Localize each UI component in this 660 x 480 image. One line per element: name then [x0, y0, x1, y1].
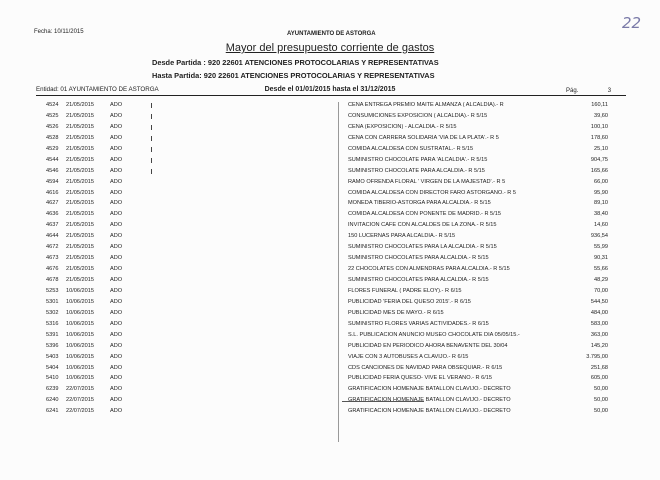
entry-description: GRATIFICACION HOMENAJE BATALLON CLAVIJO.- DECRETO: [348, 386, 511, 393]
entry-number: 4672: [46, 244, 59, 251]
entry-description: CENA ENTREGA PREMIO MAITE ALMANZA ( ALCALDIA).- R: [348, 102, 504, 108]
table-row: [0, 124, 660, 135]
entry-date: 22/07/2015: [66, 386, 94, 393]
table-row: [0, 135, 660, 146]
entry-amount: 583,00: [590, 320, 608, 327]
entry-amount: 39,60: [594, 112, 608, 119]
table-row: [0, 277, 660, 288]
page-indicator: [566, 88, 611, 94]
entry-number: 4637: [46, 222, 59, 229]
table-row: [0, 190, 660, 201]
table-row: [0, 310, 660, 321]
entry-date: 21/05/2015: [66, 145, 94, 152]
entry-description: SUMINISTRO CHOCOLATE PARA ALCALDIA.- R 5/15: [348, 167, 485, 174]
entry-description: COMIDA ALCALDESA CON SUSTRATAL.- R 5/15: [348, 145, 474, 152]
entry-number: 4636: [46, 211, 59, 218]
table-row: [0, 200, 660, 211]
entry-description: CENA (EXPOSICION) - ALCALDIA.- R 5/15: [348, 123, 457, 130]
table-row: [0, 113, 660, 124]
entry-amount: 3.795,00: [586, 353, 608, 360]
entry-date: 10/06/2015: [66, 342, 94, 349]
entry-type: ADO: [110, 255, 123, 262]
entry-date: 21/05/2015: [66, 211, 94, 218]
entry-type: ADO: [110, 266, 123, 273]
table-row: [0, 211, 660, 222]
entry-description: INVITACION CAFE CON ALCALDES DE LA ZONA.- R 5/15: [348, 222, 497, 229]
scan-tick-mark: [151, 169, 152, 174]
entry-amount: 251,68: [590, 364, 608, 371]
entry-description: GRATIFICACION HOMENAJE BATALLON CLAVIJO.- DECRETO: [348, 397, 511, 404]
entry-description: CDS CANCIONES DE NAVIDAD PARA OBSEQUIAR.- R 6/15: [348, 364, 503, 371]
entry-description: PUBLICIDAD EN PERIODICO AHORA BENAVENTE DEL 30/04: [348, 342, 508, 349]
table-row: [0, 233, 660, 244]
entry-number: 5316: [46, 320, 59, 327]
entry-description: COMIDA ALCALDESA CON PONENTE DE MADRID.- R 5/15: [348, 211, 501, 218]
table-row: [0, 365, 660, 376]
table-row: [0, 179, 660, 190]
entry-amount: 50,00: [594, 386, 608, 393]
entry-type: ADO: [110, 309, 123, 316]
entry-description: SUMINISTRO FLORES VARIAS ACTIVIDADES.- R 6/15: [348, 320, 489, 327]
entry-description: 22 CHOCOLATES CON ALMENDRAS PARA ALCALDIA.- R 5/15: [348, 266, 510, 273]
entry-date: 21/05/2015: [66, 233, 94, 240]
entry-date: 21/05/2015: [66, 156, 94, 163]
entry-number: 4544: [46, 156, 59, 163]
table-row: [0, 386, 660, 397]
entry-number: 6240: [46, 397, 59, 404]
entry-date: 10/06/2015: [66, 364, 94, 371]
entry-date: 10/06/2015: [66, 298, 94, 305]
entry-amount: 95,90: [594, 189, 608, 196]
entry-date: 10/06/2015: [66, 375, 94, 382]
organization-name: AYUNTAMIENTO DE ASTORGA: [287, 31, 376, 37]
entry-date: 21/05/2015: [66, 134, 94, 141]
entry-amount: 605,00: [590, 375, 608, 382]
entry-description: SUMINISTRO CHOCOLATES PARA LA ALCALDIA.- R 5/15: [348, 244, 497, 251]
table-row: [0, 299, 660, 310]
entry-amount: 165,66: [590, 167, 608, 174]
entry-type: ADO: [110, 364, 123, 371]
entry-type: ADO: [110, 244, 123, 251]
entry-amount: 145,20: [590, 342, 608, 349]
handwritten-page-number: 22: [622, 14, 642, 32]
entidad: Entidad: 01 AYUNTAMIENTO DE ASTORGA: [36, 86, 159, 93]
entry-type: ADO: [110, 178, 123, 185]
entry-date: 21/05/2015: [66, 102, 94, 108]
pag-label: Pág.: [566, 88, 579, 94]
table-row: [0, 354, 660, 365]
entry-date: 10/06/2015: [66, 353, 94, 360]
entry-date: 21/05/2015: [66, 244, 94, 251]
entry-number: 5302: [46, 309, 59, 316]
entry-description: COMIDA ALCALDESA CON DIRECTOR FARO ASTORGANO.- R 5: [348, 189, 516, 196]
entry-type: ADO: [110, 298, 123, 305]
entry-type: ADO: [110, 233, 123, 240]
entry-type: ADO: [110, 167, 123, 174]
entry-type: ADO: [110, 320, 123, 327]
entry-number: 4546: [46, 167, 59, 174]
table-row: [0, 288, 660, 299]
entry-date: 21/05/2015: [66, 255, 94, 262]
entry-amount: 50,00: [594, 408, 608, 415]
entry-description: SUMINISTRO CHOCOLATES PARA ALCALDIA.- R 5/15: [348, 255, 489, 262]
scan-tick-mark: [151, 147, 152, 152]
entry-description: MONEDA TIBERIO-ASTORGA PARA ALCALDIA.- R 5/15: [348, 200, 491, 207]
ledger-table: [0, 102, 660, 419]
entry-number: 4644: [46, 233, 59, 240]
entry-date: 22/07/2015: [66, 408, 94, 415]
entry-description: PUBLICIDAD MES DE MAYO.- R 6/15: [348, 309, 444, 316]
entry-date: 22/07/2015: [66, 397, 94, 404]
entry-number: 4526: [46, 123, 59, 130]
entry-type: ADO: [110, 277, 123, 283]
hasta-partida: Hasta Partida: 920 22601 ATENCIONES PROTOCOLARIAS Y REPRESENTATIVAS: [152, 71, 435, 80]
entry-date: 21/05/2015: [66, 178, 94, 185]
entry-amount: 48,29: [594, 277, 608, 283]
entry-description: RAMO OFRENDA FLORAL ' VIRGEN DE LA MAJESTAD'.- R 5: [348, 178, 506, 185]
entry-description: S.L. PUBLICACION ANUNCIO MUSEO CHOCOLATE DIA 05/05/15.-: [348, 331, 520, 338]
entry-type: ADO: [110, 189, 123, 196]
entry-type: ADO: [110, 375, 123, 382]
table-row: [0, 168, 660, 179]
entry-description: GRATIFICACION HOMENAJE BATALLON CLAVIJO.- DECRETO: [348, 408, 511, 415]
entry-type: ADO: [110, 211, 123, 218]
entry-date: 21/05/2015: [66, 167, 94, 174]
entry-type: ADO: [110, 200, 123, 207]
table-row: [0, 375, 660, 386]
scan-tick-mark: [151, 136, 152, 141]
entry-number: 4627: [46, 200, 59, 207]
table-row: [0, 244, 660, 255]
entry-number: 4678: [46, 277, 59, 283]
entry-description: 150 LUCERNAS PARA ALCALDIA.- R 5/15: [348, 233, 456, 240]
entry-type: ADO: [110, 331, 123, 338]
entry-type: ADO: [110, 156, 123, 163]
entry-number: 5404: [46, 364, 59, 371]
entry-date: 10/06/2015: [66, 331, 94, 338]
entry-date: 21/05/2015: [66, 266, 94, 273]
entry-amount: 14,60: [594, 222, 608, 229]
entry-date: 21/05/2015: [66, 123, 94, 130]
entry-type: ADO: [110, 112, 123, 119]
entry-number: 4676: [46, 266, 59, 273]
table-row: [0, 102, 660, 113]
entry-amount: 25,10: [594, 145, 608, 152]
entry-amount: 936,54: [590, 233, 608, 240]
scan-tick-mark: [151, 158, 152, 163]
entry-amount: 50,00: [594, 397, 608, 404]
entry-number: 4528: [46, 134, 59, 141]
entry-type: ADO: [110, 397, 123, 404]
entry-date: 21/05/2015: [66, 200, 94, 207]
entry-amount: 160,11: [591, 102, 608, 108]
entry-number: 4616: [46, 189, 59, 196]
scan-tick-mark: [151, 103, 152, 108]
table-row: [0, 408, 660, 419]
entry-type: ADO: [110, 386, 123, 393]
entry-number: 6239: [46, 386, 59, 393]
entry-description: SUMINISTRO CHOCOLATE PARA 'ALCALDIA'.- R 5/15: [348, 156, 488, 163]
table-row: [0, 343, 660, 354]
entry-date: 21/05/2015: [66, 222, 94, 229]
entry-date: 21/05/2015: [66, 277, 94, 283]
entry-number: 4525: [46, 112, 59, 119]
entry-type: ADO: [110, 102, 123, 108]
entry-description: SUMINISTRO CHOCOLATES PARA ALCALDIA.- R 5/15: [348, 277, 489, 283]
entry-amount: 38,40: [594, 211, 608, 218]
entry-type: ADO: [110, 408, 123, 415]
entry-number: 5253: [46, 287, 59, 294]
entry-number: 4524: [46, 102, 59, 108]
entry-date: 10/06/2015: [66, 309, 94, 316]
header-divider: [36, 95, 626, 96]
entry-number: 5391: [46, 331, 59, 338]
entry-amount: 178,60: [590, 134, 608, 141]
table-row: [0, 332, 660, 343]
entry-amount: 100,10: [590, 123, 608, 130]
report-title: Mayor del presupuesto corriente de gastos: [225, 42, 435, 54]
entry-number: 5301: [46, 298, 59, 305]
entry-type: ADO: [110, 287, 123, 294]
entry-type: ADO: [110, 342, 123, 349]
entry-amount: 89,10: [594, 200, 608, 207]
entry-description: PUBLICIDAD FERIA QUESO- VIVE EL VERANO.- R 6/15: [348, 375, 493, 382]
table-row: [0, 222, 660, 233]
entry-description: CONSUMICIONES EXPOSICION ( ALCALDIA).- R 5/15: [348, 112, 488, 119]
entry-number: 4529: [46, 145, 59, 152]
entry-amount: 363,00: [590, 331, 608, 338]
entry-amount: 544,50: [590, 298, 608, 305]
entry-amount: 55,99: [594, 244, 608, 251]
table-row: [0, 255, 660, 266]
entry-amount: 484,00: [590, 309, 608, 316]
entry-amount: 66,00: [594, 178, 608, 185]
table-row: [0, 157, 660, 168]
entry-date: 10/06/2015: [66, 287, 94, 294]
entry-date: 21/05/2015: [66, 112, 94, 119]
entry-type: ADO: [110, 222, 123, 229]
table-row: [0, 146, 660, 157]
table-row: [0, 266, 660, 277]
entry-amount: 904,75: [590, 156, 608, 163]
entry-number: 5410: [46, 375, 59, 382]
table-row: [0, 321, 660, 332]
entry-number: 6241: [46, 408, 59, 415]
print-date: Fecha: 10/11/2015: [34, 29, 84, 35]
entry-type: ADO: [110, 123, 123, 130]
entry-number: 5403: [46, 353, 59, 360]
pag-value: 3: [607, 88, 612, 94]
entry-date: 21/05/2015: [66, 189, 94, 196]
entry-description: PUBLICIDAD 'FERIA DEL QUESO 2015'.- R 6/15: [348, 298, 471, 305]
desde-partida: Desde Partida : 920 22601 ATENCIONES PROTOCOLARIAS Y REPRESENTATIVAS: [152, 58, 439, 67]
entry-type: ADO: [110, 145, 123, 152]
entry-amount: 90,31: [594, 255, 608, 262]
entry-type: ADO: [110, 353, 123, 360]
entry-number: 5396: [46, 342, 59, 349]
date-range: Desde el 01/01/2015 hasta el 31/12/2015: [264, 86, 396, 93]
scan-tick-mark: [151, 125, 152, 130]
entry-amount: 55,66: [594, 266, 608, 273]
table-row: [0, 397, 660, 408]
entry-description: FLORES FUNERAL ( PADRE ELOY).- R 6/15: [348, 287, 462, 294]
entry-description: CENA CON CARRERA SOLIDARIA 'VIA DE LA PLATA'.- R 5: [348, 134, 499, 141]
entry-description: VIAJE CON 3 AUTOBUSES A CLAVIJO.- R 6/15: [348, 353, 469, 360]
entry-type: ADO: [110, 134, 123, 141]
scan-tick-mark: [151, 114, 152, 119]
entry-number: 4673: [46, 255, 59, 262]
entry-amount: 70,00: [594, 287, 608, 294]
entry-date: 10/06/2015: [66, 320, 94, 327]
entry-number: 4594: [46, 178, 59, 185]
